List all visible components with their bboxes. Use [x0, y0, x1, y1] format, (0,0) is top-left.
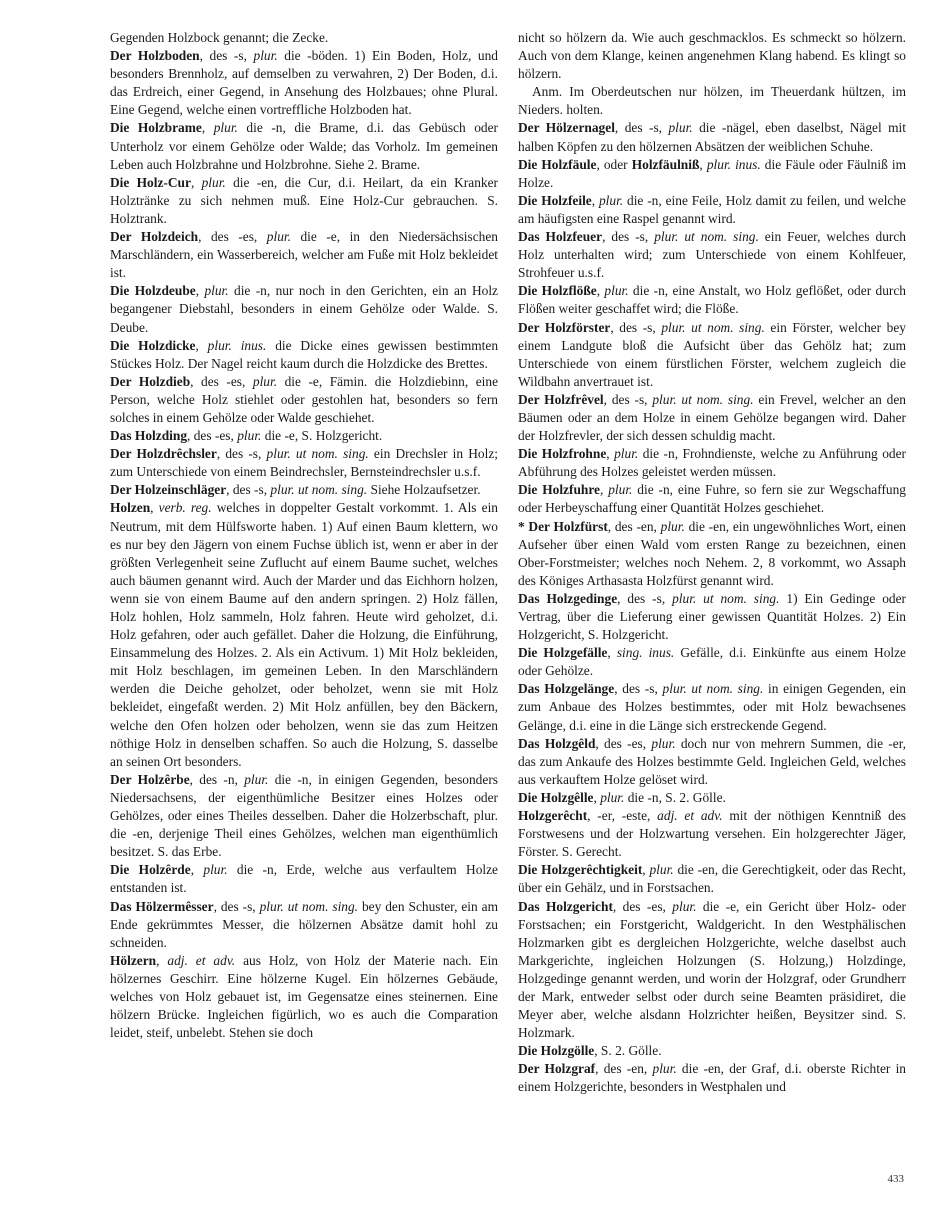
- headword: Die Holzdicke: [110, 337, 196, 353]
- dictionary-entry: [110, 228, 498, 282]
- entry-text: doch nur von mehrern Summen, die -er, das zum Ankaufe des Holzes bestimmte Geld. Ingleichen Geld, welches aus verkauftem Holze gelöset wird.: [518, 735, 906, 787]
- entry-connector: ,: [195, 283, 205, 299]
- dictionary-entry: [518, 1060, 906, 1096]
- entry-connector: ,: [699, 156, 707, 172]
- headword: Die Holzgölle: [518, 1043, 595, 1059]
- dictionary-entry: [518, 156, 906, 192]
- entry-text: die -n, die Brame, d.i. das Gebüsch oder Unterholz vor einem Gehölze oder Walde; das Vorholz. Im gemeinen Leben auch Holzbrahne und Holzbrohne. Siehe 2. Brame.: [110, 120, 499, 172]
- grammar-label: plur.: [660, 518, 685, 534]
- headword: Die Holzdeube: [110, 283, 196, 299]
- headword: Die Holzflöße: [518, 283, 597, 299]
- headword: Das Holzgedinge: [518, 590, 618, 606]
- entry-text: die -n, nur noch in den Gerichten, ein an Holz begangener Diebstahl, besonders in einem Gehölze oder Walde. S. Deube.: [110, 283, 498, 335]
- grammar-label: verb. reg.: [158, 500, 212, 516]
- dictionary-entry: [110, 282, 498, 336]
- entry-connector: , des -s,: [603, 391, 653, 407]
- grammar-label: plur. ut nom. sing.: [661, 319, 765, 335]
- entry-text: die -n, eine Anstalt, wo Holz geflößet, oder durch Flößen weiter geschaffet wird; die Flöße.: [518, 283, 906, 317]
- grammar-label: plur.: [604, 283, 629, 299]
- headword: Der Holzeinschläger: [110, 482, 227, 498]
- entry-connector: ,: [596, 283, 605, 299]
- grammar-label: plur.: [253, 48, 278, 64]
- entry-connector: ,: [599, 482, 609, 498]
- entry-connector: ,: [593, 789, 601, 805]
- dictionary-entry: [518, 807, 906, 861]
- grammar-label: plur.: [244, 771, 269, 787]
- entry-connector: ,: [606, 446, 615, 462]
- headword: Die Holzgerêchtigkeit: [518, 862, 643, 878]
- page-number: 433: [887, 1173, 904, 1185]
- dictionary-entry: [518, 861, 906, 897]
- entry-text: Siehe Holzaufsetzer.: [367, 482, 481, 498]
- dictionary-entry: [110, 119, 498, 173]
- headword: Holzgerêcht: [518, 808, 588, 824]
- dictionary-entry: [518, 119, 906, 155]
- headword-variant: Holzfäulniß: [631, 156, 700, 172]
- entry-text: die -e, Fämin. die Holzdiebinn, eine Person, welche Holz stiehlet oder gestohlen hat, besonders so fern solches in einem Gehölze oder Walde geschiehet.: [110, 373, 499, 425]
- entry-text: Gegenden Holzbock genannt; die Zecke.: [110, 30, 329, 45]
- entry-text: die -n, eine Fuhre, so fern sie zur Wegschaffung oder Herbeyschaffung einer Quantität Holzes geschiehet.: [518, 482, 906, 516]
- grammar-label: plur.: [608, 482, 633, 498]
- grammar-label: plur.: [672, 898, 697, 914]
- entry-connector: , des -s,: [602, 229, 655, 245]
- grammar-label: plur.: [266, 229, 291, 245]
- entry-text: die -n, eine Feile, Holz damit zu feilen, und welche am häufigsten eine Raspel genannt wird.: [518, 192, 906, 226]
- dictionary-entry: [518, 590, 906, 644]
- entry-text: die -n, S. 2. Gölle.: [624, 789, 726, 805]
- entry-connector: ,: [195, 337, 208, 353]
- entry-text: die -n, Erde, welche aus verfaultem Holze entstanden ist.: [110, 862, 498, 896]
- grammar-label: plur. ut nom. sing.: [654, 229, 759, 245]
- dictionary-entry: [518, 192, 906, 228]
- entry-connector: ,: [150, 500, 159, 516]
- headword: Das Holzding: [110, 428, 188, 444]
- dictionary-entry: [110, 427, 498, 445]
- grammar-label: plur.: [237, 428, 262, 444]
- headword: Das Holzgericht: [518, 898, 613, 914]
- entry-connector: , des -s,: [617, 590, 673, 606]
- headword: Holzen: [110, 500, 151, 516]
- entry-connector: ,: [642, 862, 650, 878]
- entry-connector: , des -es,: [612, 898, 673, 914]
- right-column: [518, 29, 906, 1097]
- entry-connector: , oder: [596, 156, 632, 172]
- entry-connector: ,: [201, 120, 214, 136]
- grammar-label: plur.: [598, 192, 624, 208]
- entry-text: die -e, S. Holzgericht.: [261, 428, 383, 444]
- headword: Der Hölzernagel: [518, 120, 615, 136]
- headword: Hölzern: [110, 952, 157, 968]
- headword: Der Holzförster: [518, 319, 611, 335]
- dictionary-entry: [518, 898, 906, 1043]
- headword: Die Holzfrohne: [518, 446, 607, 462]
- grammar-label: plur.: [600, 789, 625, 805]
- dictionary-entry: [110, 29, 498, 47]
- dictionary-entry: [110, 771, 498, 861]
- entry-connector: , des -es,: [187, 428, 238, 444]
- entry-connector: , des -n,: [189, 771, 245, 787]
- headword: Die Holzfeile: [518, 192, 592, 208]
- entry-text: die -en, ein ungewöhnliches Wort, einen Aufseher über einen Wald vom ersten Range zu bezeichnen, einen Ober-Forstmeister; welches noch Nehem. 2, 8 vorkommt, wo Assaph des Königes Arthasasta Holzfürst genannt wird.: [518, 518, 906, 588]
- headword: Der Holzdieb: [110, 373, 191, 389]
- entry-connector: , -er, -este,: [587, 808, 658, 824]
- entry-text: aus Holz, von Holz der Materie nach. Ein hölzernes Geschirr. Eine hölzerne Kugel. Ein hölzernes Gebäude, welches von Holz gebauet ist, im Gegensatze eines steinernen. Eine hölzern Brücke. Ingleichen figürlich, wo es auch die Comparation leidet, steif, unbelebt. Stehen sie doch: [110, 952, 498, 1041]
- headword: Der Holzêrbe: [110, 771, 190, 787]
- dictionary-entry: [518, 29, 906, 83]
- entry-connector: , des -s,: [199, 48, 254, 64]
- grammar-label: adj. et adv.: [657, 808, 723, 824]
- grammar-label: plur.: [213, 120, 238, 136]
- entry-connector: ,: [607, 645, 617, 661]
- headword: Die Holzbrame: [110, 120, 202, 136]
- entry-text: die Fäule oder Fäulniß im Holze.: [518, 156, 906, 190]
- entry-text: die -en, der Graf, d.i. oberste Richter in einem Holzgerichte, besonders in Westphalen und: [518, 1061, 907, 1095]
- dictionary-entry: [110, 481, 498, 499]
- dictionary-entry: [518, 282, 906, 318]
- entry-text: Anm. Im Oberdeutschen nur hölzen, im Theuerdank hültzen, im Nieders. holten.: [518, 84, 906, 118]
- grammar-label: plur.: [668, 120, 693, 136]
- dictionary-entry: [110, 445, 498, 481]
- dictionary-entry: [110, 337, 498, 373]
- dictionary-entry: [518, 789, 906, 807]
- entry-text: die -n, Frohndienste, welche zu Anführung oder Abführung des Holzes geleistet werden müssen.: [518, 446, 906, 480]
- dictionary-entry: [518, 391, 906, 445]
- headword: Der Holzdrêchsler: [110, 446, 217, 462]
- headword: * Der Holzfürst: [518, 518, 608, 534]
- entry-connector: , des -s,: [614, 120, 669, 136]
- entry-text: Gefälle, d.i. Einkünfte aus einem Holze oder Gehölze.: [518, 645, 907, 679]
- left-column: [110, 29, 498, 1042]
- dictionary-entry: [110, 499, 498, 770]
- entry-text: ein Förster, welcher bey einem Landgute bloß die Aufsicht über das Gehölz hat; zum Unterschiede von einem fürstlichen Förster, welchem zugleich die Wildbahn anvertrauet ist.: [518, 319, 906, 389]
- entry-text: die -nägel, eben daselbst, Nägel mit halben Köpfen zu den hölzernen Absätzen der weiblichen Schuhe.: [518, 120, 907, 154]
- entry-connector: , S. 2. Gölle.: [594, 1043, 662, 1059]
- entry-text: die -n, in einigen Gegenden, besonders Niedersachsens, der eigenthümliche Besitzer eines Holzes oder Gehölzes, oder eines Theiles desselben. Daher die Holzerbschaft, plur. die -en, derjenige Theil eines Gehölzes, welchen man eigenthümlich besitzet. S. das Erbe.: [110, 771, 498, 860]
- dictionary-entry: [110, 952, 498, 1042]
- headword: Das Holzfeuer: [518, 229, 603, 245]
- headword: Die Holzgêlle: [518, 789, 594, 805]
- entry-text: die -böden. 1) Ein Boden, Holz, und besonders Brennholz, auf demselben zu verwahren, 2) Der Boden, d.i. das Erdreich, einer Gegend, in Ansehung des Holzbaues; ohne Plural. Eine Gegend, welche einen vortreffliche Holzboden hat.: [110, 48, 498, 118]
- grammar-label: plur. ut nom. sing.: [259, 898, 359, 914]
- entry-connector: ,: [591, 192, 599, 208]
- entry-connector: , des -s,: [614, 681, 663, 697]
- entry-text: die -e, in den Niedersächsischen Marschländern, ein Wasserbereich, welcher am Fuße mit Holz bekleidet ist.: [110, 229, 498, 281]
- grammar-label: plur. ut nom. sing.: [672, 590, 780, 606]
- dictionary-entry: [518, 481, 906, 517]
- entry-connector: , des -en,: [607, 518, 661, 534]
- entry-connector: ,: [190, 862, 204, 878]
- entry-text: welches in doppelter Gestalt vorkommt. 1. Als ein Neutrum, mit dem Hülfsworte haben. 1) Auf einen Baum klettern, wo es nur bey den Jägern von einem Fuchse üblich ist, wenn er aber in der größten Verlegenheit seine Zuflucht auf einem Baume suchet, welches auch bäumen genannt wird. Auch der Marder und das Eichhorn holzen, wenn sie von einem Baume auf den andern springen. 2) Holz fällen, Holz hohlen, Holz sammeln, Holz fahren. Heute wird geholzet, d.i. Holz gefahren, oder auch gefället. Daher die Holzung, die Einführung, Einsammelung des Holzes. 2. Als ein Activum. 1) Mit Holz bekleiden, mit Holz beschlagen, im gemeinen Leben. In den Marschländern werden die Deiche geholzet, oder beholzet, wenn sie mit Holz bekleidet, eingefaßt werden. 2) Mit Holz anfüllen, bey den Bäckern, welche den Ofen holzen oder beholzen, wenn sie das zum Heitzen nöthige Holz in denselben schaffen. So auch die Holzung, S. dasselbe an seinen Ort besonders.: [110, 500, 498, 769]
- grammar-label: plur.: [652, 1061, 677, 1077]
- entry-text: die -en, die Cur, d.i. Heilart, da ein Kranker Holztränke zu sich nehmen muß. Eine Holz-Cur gebrauchen. S. Holztrank.: [110, 174, 498, 226]
- headword: Der Holzboden: [110, 48, 200, 64]
- entry-connector: ,: [156, 952, 168, 968]
- entry-connector: , des -s,: [213, 898, 260, 914]
- entry-text: ein Feuer, welches durch Holz unterhalten wird; zum Unterschiede von einem Kohlfeuer, Strohfeuer u.s.f.: [518, 229, 906, 281]
- entry-connector: ,: [190, 174, 202, 190]
- grammar-label: plur.: [252, 373, 278, 389]
- dictionary-entry: [518, 644, 906, 680]
- dictionary-entry: [110, 898, 498, 952]
- dictionary-entry: [518, 228, 906, 282]
- grammar-label: plur. ut nom. sing.: [270, 482, 368, 498]
- entry-text: nicht so hölzern da. Wie auch geschmacklos. Es schmeckt so hölzern. Auch von dem Klange, keinen angenehmen Klang habend. Es klingt so hölzern.: [518, 30, 906, 82]
- entry-connector: , des -en,: [595, 1061, 653, 1077]
- dictionary-entry: [110, 47, 498, 119]
- headword: Die Holz-Cur: [110, 174, 191, 190]
- entry-text: die -e, ein Gericht über Holz- oder Forstsachen; ein Forstgericht, Waldgericht. In den Westphälischen Holzmarken gibt es dergleichen Holzgerichte, welche daselbst auch Markgerichte, ingleichen Holzungen (S. Holzung,) Holzdinge, Holzgedinge genannt werden, und worin der Holzgraf, oder Grundherr der Mark, entweder selbst oder durch seine Beamten präsidiret, die Meyer aber, welche alsdann Holzrichter heißen, Beysitzer sind. S. Holzmark.: [518, 898, 907, 1041]
- headword: Die Holzfuhre: [518, 482, 600, 498]
- entry-text: 1) Ein Gedinge oder Vertrag, über die Lieferung einer gewissen Quantität Holzes. 2) Ein Holzgericht, S. Holzgericht.: [518, 590, 906, 643]
- dictionary-entry: [518, 319, 906, 391]
- headword: Die Holzgefälle: [518, 645, 608, 661]
- headword: Das Hölzermêsser: [110, 898, 214, 914]
- entry-connector: , des -s,: [610, 319, 662, 335]
- grammar-label: plur.: [204, 283, 229, 299]
- entry-connector: , des -es,: [595, 735, 652, 751]
- entry-connector: , des -s,: [216, 446, 267, 462]
- grammar-label: plur. ut nom. sing.: [652, 391, 754, 407]
- entry-connector: , des -es,: [190, 373, 253, 389]
- dictionary-entry: [518, 735, 906, 789]
- grammar-label: plur.: [614, 446, 639, 462]
- grammar-label: plur. inus.: [706, 156, 761, 172]
- dictionary-entry: [518, 518, 906, 590]
- dictionary-entry: [110, 373, 498, 427]
- grammar-label: plur.: [651, 735, 676, 751]
- headword: Der Holzdeich: [110, 229, 199, 245]
- entry-connector: , des -es,: [198, 229, 267, 245]
- dictionary-entry: [110, 861, 498, 897]
- grammar-label: plur.: [201, 174, 226, 190]
- entry-connector: , des -s,: [226, 482, 271, 498]
- headword: Das Holzgelänge: [518, 681, 615, 697]
- dictionary-entry: [518, 1042, 906, 1060]
- entry-text: mit der nöthigen Kenntniß des Forstwesens und der Holzwartung versehen. Ein holzgerechter Jäger, Förster. S. Gerecht.: [518, 808, 906, 860]
- grammar-label: sing. inus.: [616, 645, 675, 661]
- grammar-label: plur.: [203, 862, 228, 878]
- headword: Die Holzêrde: [110, 862, 191, 878]
- dictionary-entry: [518, 680, 906, 734]
- grammar-label: plur.: [649, 862, 674, 878]
- entry-text: in einigen Gegenden, ein zum Anbaue des Holzes bestimmtes, oder mit Holz bewachsenes Gelänge, d.i. eine in die Länge sich erstreckende Gegend.: [518, 681, 906, 733]
- grammar-label: adj. et adv.: [167, 952, 236, 968]
- dictionary-entry: [110, 174, 498, 228]
- grammar-label: plur. inus.: [207, 337, 267, 353]
- headword: Der Holzfrêvel: [518, 391, 604, 407]
- entry-text: ein Drechsler in Holz; zum Unterschiede von einem Beindrechsler, Bernsteindrechsler u.s.f.: [110, 446, 499, 480]
- headword: Das Holzgêld: [518, 735, 596, 751]
- grammar-label: plur. ut nom. sing.: [662, 681, 764, 697]
- entry-text: die Dicke eines gewissen bestimmten Stückes Holz. Der Nagel reicht kaum durch die Holzdicke des Brettes.: [110, 337, 499, 371]
- dictionary-entry: [518, 83, 906, 119]
- headword: Der Holzgraf: [518, 1061, 596, 1077]
- entry-text: ein Frevel, welcher an den Bäumen oder an dem Holze in einem Gehölze begangen wird. Daher der Holzfrevler, der sich dessen schuldig macht.: [518, 391, 906, 444]
- headword: Die Holzfäule: [518, 156, 597, 172]
- entry-text: die -en, die Gerechtigkeit, oder das Recht, über ein Gehälz, und in Forstsachen.: [518, 862, 906, 896]
- grammar-label: plur. ut nom. sing.: [266, 446, 369, 462]
- entry-text: bey den Schuster, ein am Ende gekrümmtes Messer, die hölzernen Absätze damit hohl zu schneiden.: [110, 898, 498, 950]
- dictionary-entry: [518, 445, 906, 481]
